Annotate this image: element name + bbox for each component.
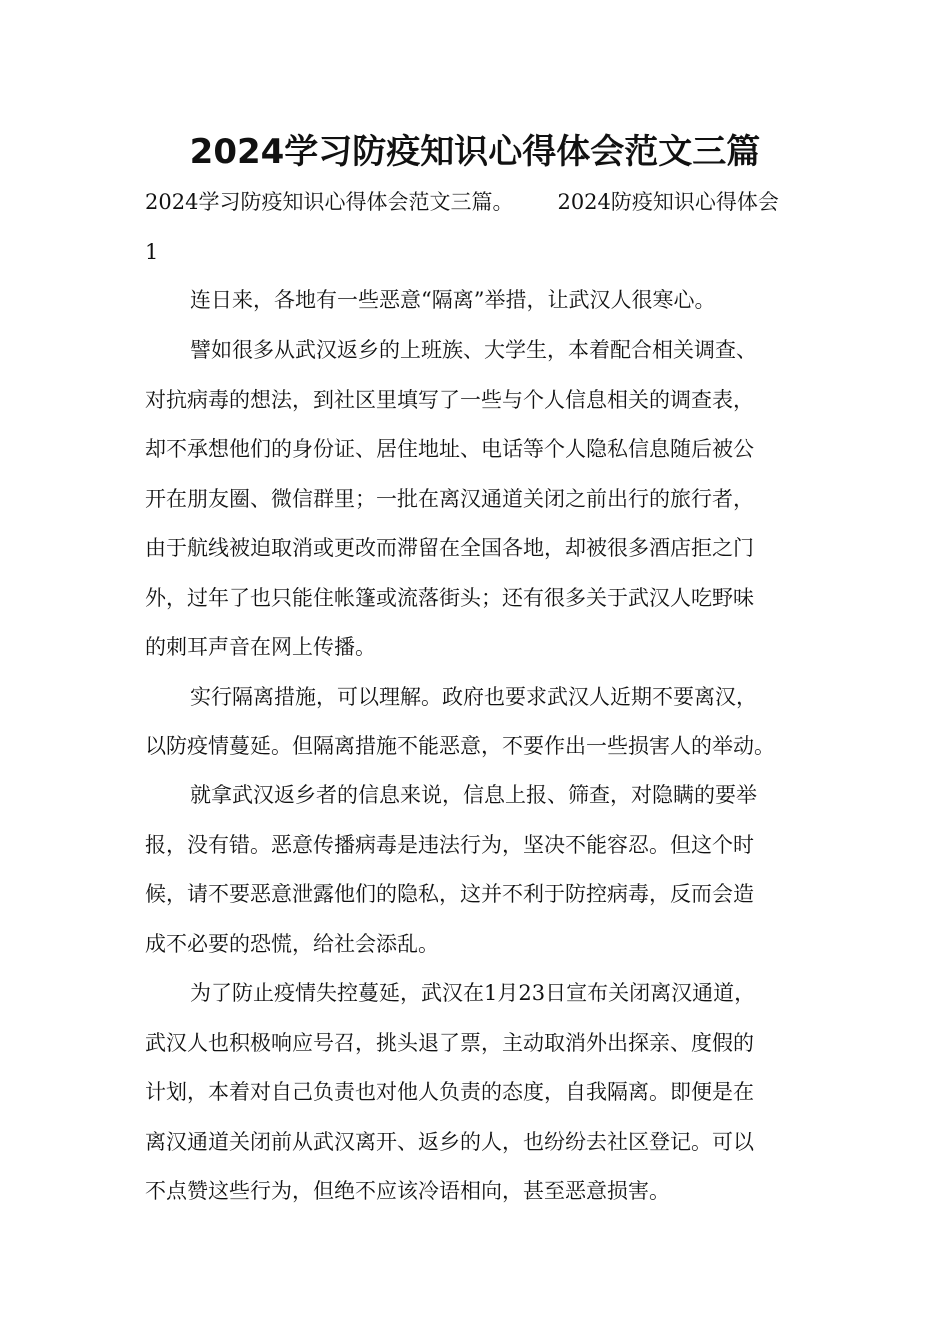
paragraph-5-line-4: 离汉通道关闭前从武汉离开、返乡的人，也纷纷去社区登记。可以 xyxy=(145,1130,754,1154)
paragraph-2-line-6: 外，过年了也只能住帐篷或流落街头；还有很多关于武汉人吃野味 xyxy=(145,586,754,610)
paragraph-2-line-2: 对抗病毒的想法，到社区里填写了一些与个人信息相关的调查表， xyxy=(145,388,754,412)
paragraph-2-line-4: 开在朋友圈、微信群里；一批在离汉通道关闭之前出行的旅行者， xyxy=(145,487,754,511)
subtitle-line xyxy=(145,184,810,221)
paragraph-4-line-1: 就拿武汉返乡者的信息来说，信息上报、筛查，对隐瞒的要举 xyxy=(190,783,757,807)
paragraph-2-line-5: 由于航线被迫取消或更改而滞留在全国各地，却被很多酒店拒之门 xyxy=(145,536,754,560)
subtitle-part-2: 2024防疫知识心得体会 xyxy=(557,190,779,214)
document-title: 2024学习防疫知识心得体会范文三篇 xyxy=(189,132,761,172)
paragraph-3-line-1: 实行隔离措施，可以理解。政府也要求武汉人近期不要离汉， xyxy=(190,685,757,709)
paragraph-4-line-3: 候，请不要恶意泄露他们的隐私，这并不利于防控病毒，反而会造 xyxy=(145,882,754,906)
paragraph-5-line-5: 不点赞这些行为，但绝不应该冷语相向，甚至恶意损害。 xyxy=(145,1179,670,1203)
subtitle-part-1: 2024学习防疫知识心得体会范文三篇。 xyxy=(145,190,514,214)
section-number: 1 xyxy=(145,240,159,264)
paragraph-5-line-1: 为了防止疫情失控蔓延，武汉在1月23日宣布关闭离汉通道， xyxy=(190,981,756,1005)
paragraph-2-line-7: 的刺耳声音在网上传播。 xyxy=(145,635,376,659)
paragraph-1-line-1: 连日来，各地有一些恶意“隔离”举措，让武汉人很寒心。 xyxy=(190,288,716,312)
paragraph-5-line-3: 计划，本着对自己负责也对他人负责的态度，自我隔离。即便是在 xyxy=(145,1080,754,1104)
paragraph-4-line-2: 报，没有错。恶意传播病毒是违法行为，坚决不能容忍。但这个时 xyxy=(145,833,754,857)
paragraph-4-line-4: 成不必要的恐慌，给社会添乱。 xyxy=(145,932,439,956)
paragraph-2-line-3: 却不承想他们的身份证、居住地址、电话等个人隐私信息随后被公 xyxy=(145,437,754,461)
paragraph-3-line-2: 以防疫情蔓延。但隔离措施不能恶意，不要作出一些损害人的举动。 xyxy=(145,734,775,758)
paragraph-2-line-1: 譬如很多从武汉返乡的上班族、大学生，本着配合相关调查、 xyxy=(190,338,757,362)
paragraph-5-line-2: 武汉人也积极响应号召，挑头退了票，主动取消外出探亲、度假的 xyxy=(145,1031,754,1055)
